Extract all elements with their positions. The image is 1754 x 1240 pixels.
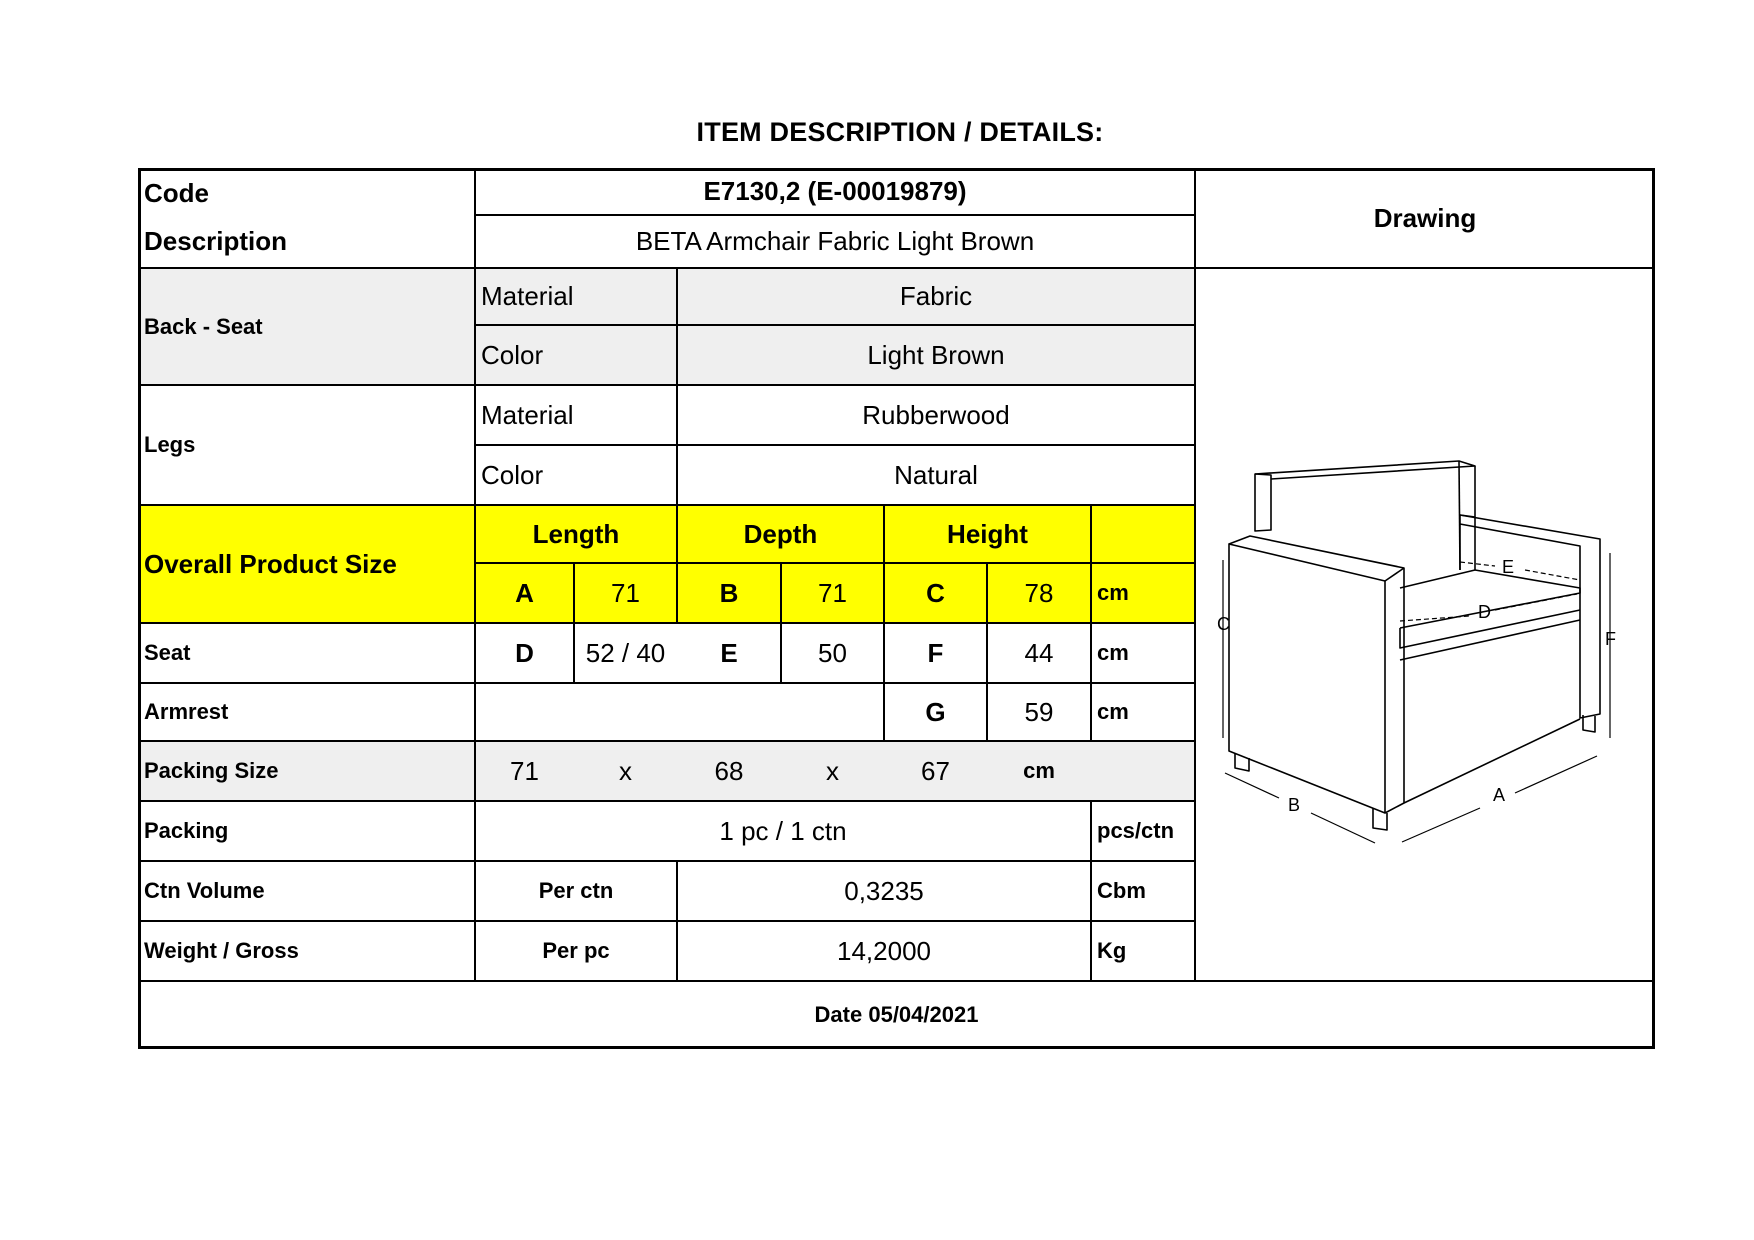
grid-line <box>475 562 1195 564</box>
seat-front-lower <box>1400 620 1580 660</box>
ctn-volume-unit: Cbm <box>1097 878 1146 903</box>
backrest-left-edge <box>1255 474 1271 531</box>
drawing-label-f: F <box>1605 629 1616 649</box>
armchair-drawing <box>1195 268 1655 981</box>
description-value: BETA Armchair Fabric Light Brown <box>635 226 1035 256</box>
ctn-volume-label: Ctn Volume <box>144 878 265 903</box>
right-armrest-top <box>1460 515 1475 517</box>
grid-line <box>138 860 1195 862</box>
grid-line <box>138 622 1195 624</box>
length-header: Length <box>532 518 620 549</box>
dim-g-value: 59 <box>1024 696 1054 727</box>
legs-material-value: Rubberwood <box>862 399 1010 430</box>
grid-line <box>138 682 1195 684</box>
ctn-volume-value: 0,3235 <box>844 875 924 906</box>
grid-line <box>138 740 1195 742</box>
dim-f-value: 44 <box>1024 637 1054 668</box>
weight-value: 14,2000 <box>837 935 931 966</box>
grid-line <box>676 861 678 981</box>
left-armrest-side <box>1229 544 1385 813</box>
armrest-label: Armrest <box>144 699 229 724</box>
packing-x-2: x <box>826 755 839 786</box>
seat-unit: cm <box>1097 640 1129 665</box>
depth-header: Depth <box>743 518 818 549</box>
grid-line <box>475 444 1195 446</box>
left-armrest-edge <box>1385 568 1404 581</box>
packing-size-unit: cm <box>1023 758 1055 783</box>
packing-length: 71 <box>510 755 539 786</box>
description-label: Description <box>144 226 288 256</box>
legs-color-value: Natural <box>894 459 978 490</box>
legs-label: Legs <box>144 432 196 457</box>
packing-label: Packing <box>144 818 229 843</box>
seat-label: Seat <box>144 640 191 665</box>
dim-c-value: 78 <box>1024 577 1054 608</box>
dim-a-value: 71 <box>611 577 640 608</box>
back-seat-material-label: Material <box>481 281 574 311</box>
drawing-label-d: D <box>1478 602 1491 622</box>
dim-e-value: 50 <box>818 637 847 668</box>
armrest-unit: cm <box>1097 699 1129 724</box>
dim-f-letter: F <box>927 637 944 668</box>
dim-d-value: 52 / 40 <box>585 637 666 668</box>
dim-b-value: 71 <box>818 577 847 608</box>
grid-line <box>986 563 988 741</box>
grid-line <box>883 505 885 741</box>
back-seat-material-value: Fabric <box>899 281 973 311</box>
dim-g-letter: G <box>925 696 946 727</box>
page-title: ITEM DESCRIPTION / DETAILS: <box>696 117 1104 147</box>
packing-width: 68 <box>714 755 744 786</box>
grid-line <box>138 800 1195 802</box>
dim-line-a-right <box>1515 756 1597 793</box>
dim-line-e-left <box>1460 562 1495 566</box>
weight-unit: Kg <box>1097 938 1127 963</box>
legs-color-label: Color <box>481 459 544 490</box>
base-front <box>1404 719 1580 803</box>
date-footer: Date 05/04/2021 <box>814 1002 979 1027</box>
packing-x-1: x <box>619 755 632 786</box>
overall-unit: cm <box>1097 580 1129 605</box>
drawing-label-b: B <box>1288 795 1301 815</box>
grid-line <box>138 920 1195 922</box>
grid-line <box>1090 505 1092 741</box>
dim-e-letter: E <box>720 637 738 668</box>
dim-line-a-left <box>1402 808 1480 842</box>
dim-c-letter: C <box>926 577 945 608</box>
dim-b-letter: B <box>719 577 739 608</box>
drawing-label-c: C <box>1217 614 1230 634</box>
dim-line-d-left <box>1400 616 1470 621</box>
grid-line <box>1090 801 1092 981</box>
dim-line-b-left <box>1225 773 1279 798</box>
grid-line <box>780 563 782 683</box>
backrest-top <box>1255 461 1475 479</box>
dim-line-b-right <box>1311 813 1375 843</box>
grid-line <box>475 324 1195 326</box>
back-seat-color-value: Light Brown <box>867 339 1005 370</box>
grid-line <box>573 563 575 683</box>
weight-label: Weight / Gross <box>144 938 299 963</box>
code-label: Code <box>144 178 209 208</box>
back-seat-label: Back - Seat <box>144 313 263 339</box>
legs-material-label: Material <box>481 399 574 430</box>
grid-line <box>138 504 1195 506</box>
grid-line <box>138 384 1195 386</box>
grid-line <box>474 168 476 981</box>
grid-line <box>676 268 678 623</box>
weight-per: Per pc <box>542 938 610 963</box>
packing-size-label: Packing Size <box>144 758 279 783</box>
dim-d-letter: D <box>515 637 534 668</box>
packing-unit: pcs/ctn <box>1097 818 1175 843</box>
code-value: E7130,2 (E-00019879) <box>703 176 967 206</box>
ctn-volume-per: Per ctn <box>538 878 614 903</box>
spec-table <box>138 168 1655 1049</box>
grid-line <box>475 214 1195 216</box>
drawing-label-a: A <box>1493 785 1506 805</box>
drawing-label-e: E <box>1502 557 1515 577</box>
back-seat-color-label: Color <box>481 339 544 370</box>
packing-value: 1 pc / 1 ctn <box>719 815 847 846</box>
dim-a-letter: A <box>515 577 534 608</box>
overall-size-label: Overall Product Size <box>144 548 397 579</box>
height-header: Height <box>947 518 1028 549</box>
packing-height: 67 <box>921 755 950 786</box>
left-armrest-top <box>1229 536 1404 813</box>
drawing-header: Drawing <box>1373 202 1477 233</box>
dim-line-e-right <box>1525 570 1580 580</box>
